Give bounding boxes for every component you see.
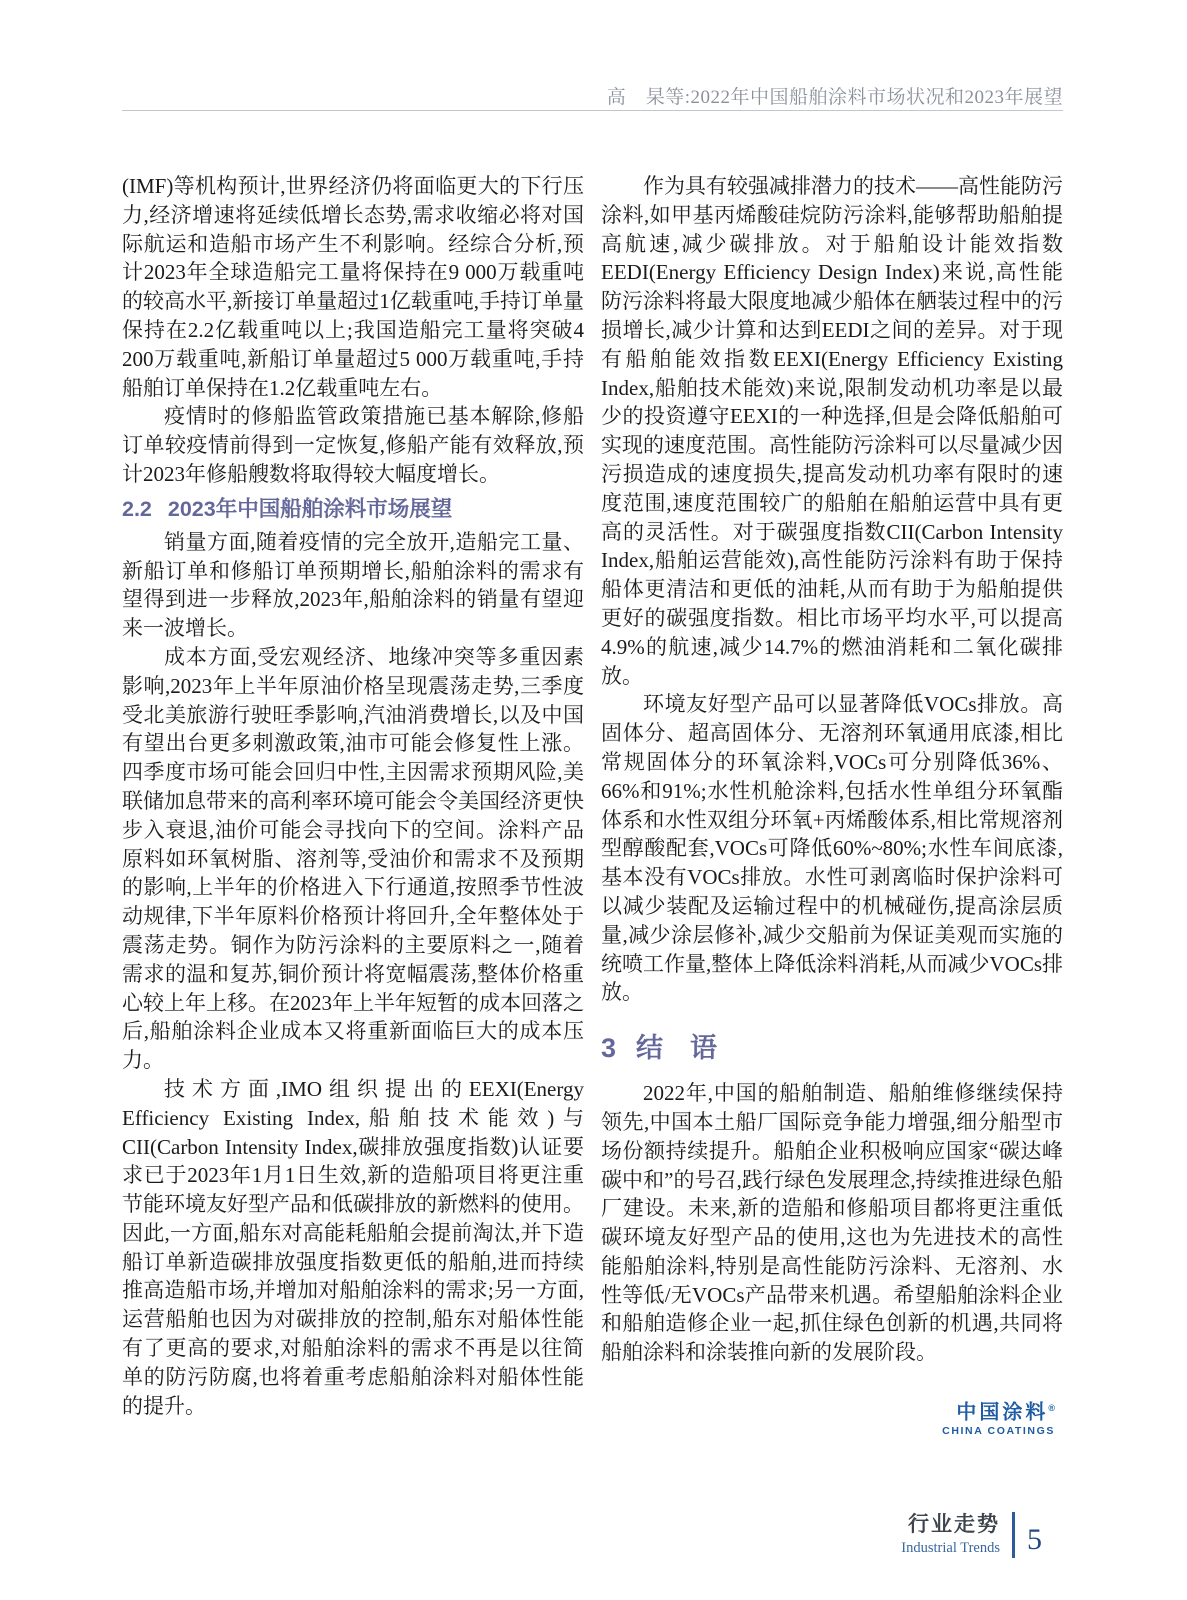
footer-section-labels — [901, 1512, 1012, 1558]
section-title: 2023年中国船舶涂料市场展望 — [167, 496, 453, 521]
two-column-body — [122, 172, 1063, 1438]
running-header-title: 高 杲等:2022年中国船舶涂料市场状况和2023年展望 — [606, 87, 1063, 108]
paragraph-forecast-continuation: (IMF)等机构预计,世界经济仍将面临更大的下行压力,经济增速将延续低增长态势,需求收缩必将对国际航运和造船市场产生不利影响。经综合分析,预计2023年全球造船完工量将保持在9 000万载重吨的较高水平,新接订单量超过1亿载重吨,手持订单量保持在2.2亿载重吨以上;我国造船完工量将突破4 200万载重吨,新船订单量超过5 000万载重吨,手持船舶订单保持在1.2亿载重吨左右。 — [122, 174, 584, 400]
registered-trademark-icon: ® — [1048, 1403, 1055, 1414]
right-column — [601, 172, 1063, 1438]
china-coatings-logo — [601, 1397, 1063, 1438]
section-number: 3 — [601, 1033, 617, 1064]
paragraph-ship-repair: 疫情时的修船监管政策措施已基本解除,修船订单较疫情前得到一定恢复,修船产能有效释放,预计2023年修船艘数将取得较大幅度增长。 — [122, 404, 584, 486]
footer-section-label-en: Industrial Trends — [901, 1540, 1000, 1556]
paragraph-cost-outlook: 成本方面,受宏观经济、地缘冲突等多重因素影响,2023年上半年原油价格呈现震荡走势,三季度受北美旅游行驶旺季影响,汽油消费增长,以及中国有望出台更多刺激政策,油市可能会修复性上涨。四季度市场可能会回归中性,主因需求预期风险,美联储加息带来的高利率环境可能会令美国经济更快步入衰退,油价可能会寻找向下的空间。涂料产品原料如环氧树脂、溶剂等,受油价和需求不及预期的影响,上半年的价格进入下行通道,按照季节性波动规律,下半年原料价格预计将回升,全年整体处于震荡走势。铜作为防污涂料的主要原料之一,随着需求的温和复苏,铜价预计将宽幅震荡,整体价格重心较上年上移。在2023年上半年短暂的成本回落之后,船舶涂料企业成本又将重新面临巨大的成本压力。 — [122, 644, 584, 1073]
header-rule — [122, 110, 1063, 111]
paragraph-technology-outlook: 技术方面,IMO组织提出的EEXI(Energy Efficiency Existing Index,船舶技术能效)与CII(Carbon Intensity Index,碳排放强度指数)认证要求已于2023年1月1日生效,新的造船项目将更注重节能环境友好型产品和低碳排放的新燃料的使用。因此,一方面,船东对高能耗船舶会提前淘汰,并下造船订单新造碳排放强度指数更低的船舶,进而持续推高造船市场,并增加对船舶涂料的需求;另一方面,运营船舶也因为对碳排放的控制,船东对船体性能有了更高的要求,对船舶涂料的需求不再是以往简单的防污防腐,也将着重考虑船舶涂料对船体性能的提升。 — [122, 1076, 584, 1418]
page-footer — [901, 1512, 1042, 1558]
page-number: 5 — [1027, 1523, 1042, 1556]
paragraph-conclusion: 2022年,中国的船舶制造、船舶维修继续保持领先,中国本土船厂国际竞争能力增强,细分船型市场份额持续提升。船舶企业积极响应国家“碳达峰碳中和”的号召,践行绿色发展理念,持续推进绿色船厂建设。未来,新的造船和修船项目都将更注重低碳环境友好型产品的使用,这也为先进技术的高性能船舶涂料,特别是高性能防污涂料、无溶剂、水性等低/无VOCs产品带来机遇。希望船舶涂料企业和船舶造修企业一起,抓住绿色创新的机遇,共同将船舶涂料和涂装推向新的发展阶段。 — [601, 1081, 1063, 1365]
footer-section-label-cn: 行业走势 — [908, 1513, 1000, 1536]
paragraph-sales-outlook: 销量方面,随着疫情的完全放开,造船完工量、新船订单和修船订单预期增长,船舶涂料的需求有望得到进一步释放,2023年,船舶涂料的销量有望迎来一波增长。 — [122, 529, 584, 641]
logo-chinese-wordmark: 中国涂料® — [956, 1401, 1055, 1424]
section-number: 2.2 — [122, 496, 152, 521]
paragraph-antifouling-coatings: 作为具有较强减排潜力的技术——高性能防污涂料,如甲基丙烯酸硅烷防污涂料,能够帮助船舶提高航速,减少碳排放。对于船舶设计能效指数EEDI(Energy Efficiency Design Index)来说,高性能防污涂料将最大限度地减少船体在舾装过程中的污损增长,减少计算和达到EEDI之间的差异。对于现有船舶能效指数EEXI(Energy Efficiency Existing Index,船舶技术能效)来说,限制发动机功率是以最少的投资遵守EEXI的一种选择,但是会降低船舶可实现的速度范围。高性能防污涂料可以尽量减少因污损造成的速度损失,提高发动机功率有限时的速度范围,速度范围较广的船舶在船舶运营中具有更高的灵活性。对于碳强度指数CII(Carbon Intensity Index,船舶运营能效),高性能防污涂料有助于保持船体更清洁和更低的油耗,从而有助于为船舶提供更好的碳强度指数。相比市场平均水平,可以提高4.9%的航速,减少14.7%的燃油消耗和二氧化碳排放。 — [601, 174, 1063, 688]
section-title: 结 语 — [636, 1033, 718, 1064]
left-column — [122, 172, 584, 1438]
paragraph-voc-reduction: 环境友好型产品可以显著降低VOCs排放。高固体分、超高固体分、无溶剂环氧通用底漆,相比常规固体分的环氧涂料,VOCs可分别降低36%、66%和91%;水性机舱涂料,包括水性单组分环氧酯体系和水性双组分环氧+丙烯酸体系,相比常规溶剂型醇酸配套,VOCs可降低60%~80%;水性车间底漆,基本没有VOCs排放。水性可剥离临时保护涂料可以减少装配及运输过程中的机械碰伤,提高涂层质量,减少涂层修补,减少交船前为保证美观而实施的统喷工作量,整体上降低涂料消耗,从而减少VOCs排放。 — [601, 692, 1064, 1005]
section-heading-3-conclusion — [601, 1031, 1063, 1065]
section-heading-2-2 — [122, 494, 584, 524]
logo-english-wordmark: CHINA COATINGS — [942, 1424, 1055, 1437]
